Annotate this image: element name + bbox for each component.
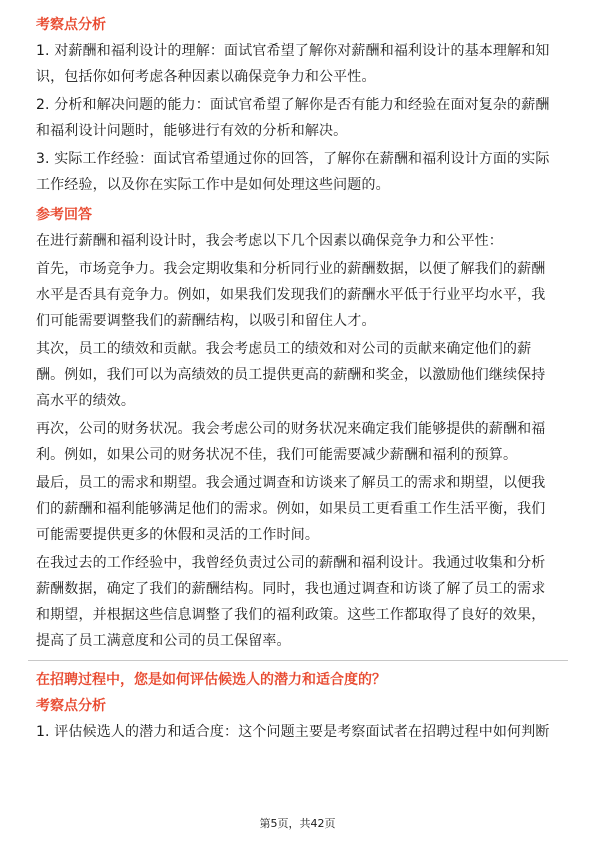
- answer-paragraph: [36, 550, 560, 654]
- text-line: 最后，员工的需求和期望。我会通过调查和访谈来了解员工的需求和期望，以便我: [36, 475, 546, 491]
- answer-paragraph: [36, 256, 560, 334]
- text-line: 们的薪酬和福利能够满足他们的需求。例如，如果员工更看重工作生活平衡，我们: [36, 501, 546, 517]
- text-line: 酬。例如，我们可以为高绩效的员工提供更高的薪酬和奖金，以激励他们继续保持: [36, 367, 546, 383]
- analysis-item-first-line: 1. 评估候选人的潜力和适合度：这个问题主要是考察面试者在招聘过程中如何判断: [36, 724, 550, 740]
- text-line: 高水平的绩效。: [36, 393, 136, 409]
- text-line: 可能需要提供更多的休假和灵活的工作时间。: [36, 527, 319, 543]
- text-line: 在进行薪酬和福利设计时，我会考虑以下几个因素以确保竞争力和公平性：: [36, 233, 503, 249]
- section-heading-analysis-2: 考察点分析: [36, 698, 106, 714]
- text-line: 提高了员工满意度和公司的员工保留率。: [36, 633, 291, 649]
- answer-paragraph: [36, 228, 560, 254]
- reference-answer-body: [36, 228, 560, 654]
- text-line: 2. 分析和解决问题的能力：面试官希望了解你是否有能力和经验在面对复杂的薪酬: [36, 97, 550, 113]
- text-line: 水平是否具有竞争力。例如，如果我们发现我们的薪酬水平低于行业平均水平，我: [36, 287, 546, 303]
- text-line: 工作经验，以及你在实际工作中是如何处理这些问题的。: [36, 177, 390, 193]
- text-line: 和福利设计问题时，能够进行有效的分析和解决。: [36, 123, 348, 139]
- analysis-item: [36, 146, 560, 198]
- question-title: 在招聘过程中，您是如何评估候选人的潜力和适合度的？: [36, 672, 386, 688]
- section-heading-analysis: 考察点分析: [36, 17, 106, 33]
- text-line: 薪酬数据，确定了我们的薪酬结构。同时，我也通过调查和访谈了解了员工的需求: [36, 581, 546, 597]
- text-line: 们可能需要调整我们的薪酬结构，以吸引和留住人才。: [36, 313, 376, 329]
- answer-paragraph: [36, 416, 560, 468]
- page-number: 第5页，共42页: [259, 817, 336, 830]
- text-line: 1. 对薪酬和福利设计的理解：面试官希望了解你对薪酬和福利设计的基本理解和知: [36, 43, 550, 59]
- text-line: 识，包括你如何考虑各种因素以确保竞争力和公平性。: [36, 69, 376, 85]
- analysis-item: [36, 92, 560, 144]
- text-line: 和期望，并根据这些信息调整了我们的福利政策。这些工作都取得了良好的效果，: [36, 607, 546, 623]
- section-divider: [28, 660, 568, 661]
- text-line: 在我过去的工作经验中，我曾经负责过公司的薪酬和福利设计。我通过收集和分析: [36, 555, 546, 571]
- text-line: 3. 实际工作经验：面试官希望通过你的回答，了解你在薪酬和福利设计方面的实际: [36, 151, 550, 167]
- text-line: 首先，市场竞争力。我会定期收集和分析同行业的薪酬数据，以便了解我们的薪酬: [36, 261, 546, 277]
- text-line: 利。例如，如果公司的财务状况不佳，我们可能需要减少薪酬和福利的预算。: [36, 447, 518, 463]
- section-heading-reference-answer: 参考回答: [36, 207, 92, 223]
- analysis-list: [36, 38, 560, 198]
- answer-paragraph: [36, 470, 560, 548]
- text-line: 再次，公司的财务状况。我会考虑公司的财务状况来确定我们能够提供的薪酬和福: [36, 421, 546, 437]
- answer-paragraph: [36, 336, 560, 414]
- document-page: [36, 12, 560, 747]
- analysis-item: [36, 38, 560, 90]
- text-line: 其次，员工的绩效和贡献。我会考虑员工的绩效和对公司的贡献来确定他们的薪: [36, 341, 532, 357]
